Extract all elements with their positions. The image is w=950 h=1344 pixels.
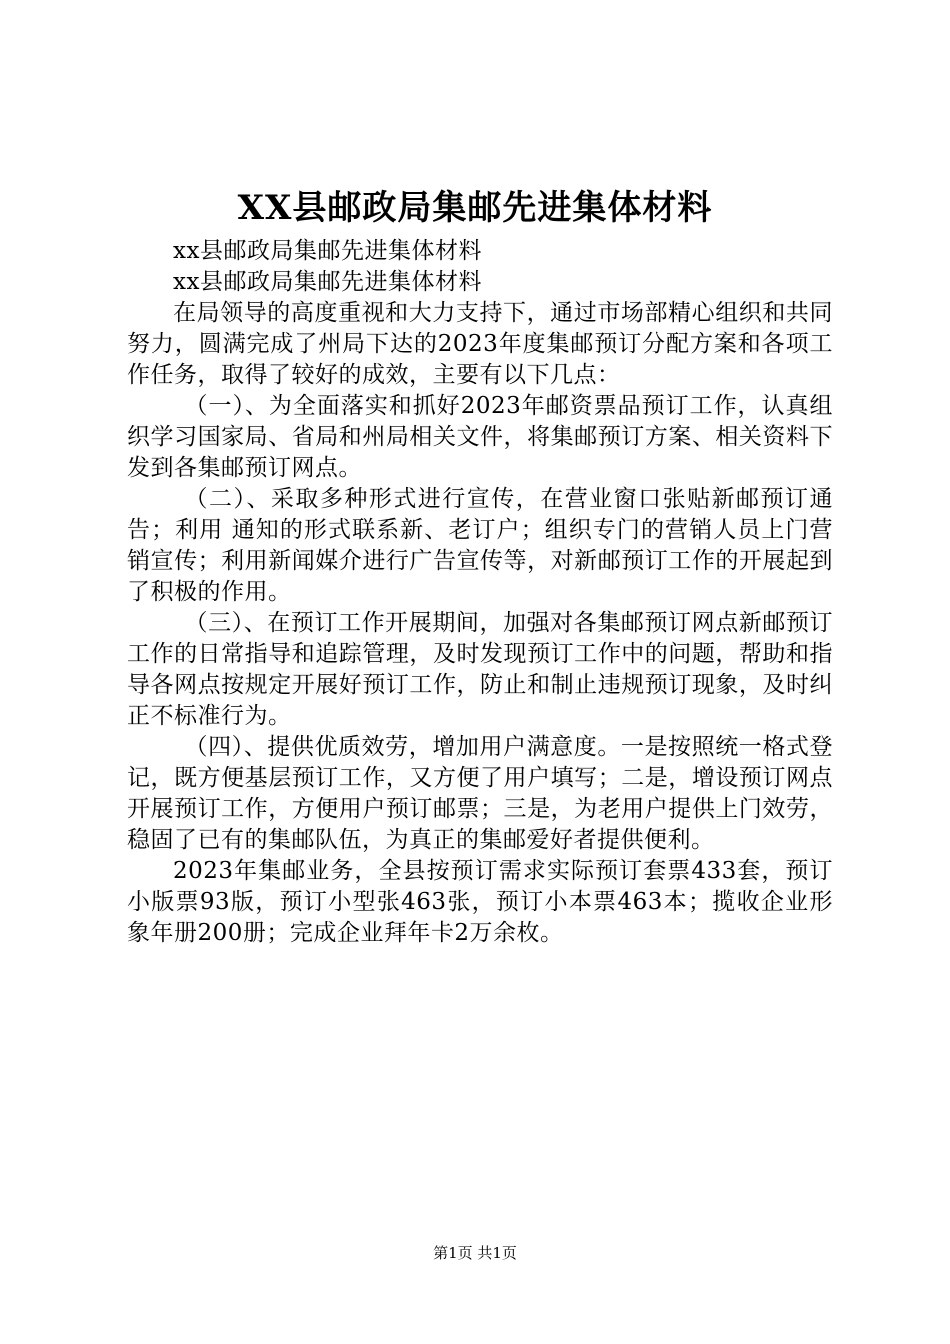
page-footer: 第1页 共1页	[433, 1244, 517, 1262]
document-body	[127, 236, 833, 949]
paragraph-summary: 2023年集邮业务，全县按预订需求实际预订套票433套，预订小版票93版，预订小型张463张，预订小本票463本；揽收企业形象年册200册；完成企业拜年卡2万余枚。	[127, 858, 833, 946]
paragraph-subtitle-1: xx县邮政局集邮先进集体材料	[173, 238, 482, 264]
paragraph-item-2: （二）、采取多种形式进行宣传，在营业窗口张贴新邮预订通告；利用 通知的形式联系新、老订户；组织专门的营销人员上门营销宣传；利用新闻媒介进行广告宣传等，对新邮预订工作的开展起到了积极的作用。	[127, 486, 833, 605]
paragraph-item-4: （四）、提供优质效劳，增加用户满意度。一是按照统一格式登记，既方便基层预订工作，又方便了用户填写；二是，增设预订网点开展预订工作，方便用户预订邮票；三是，为老用户提供上门效劳，稳固了已有的集邮队伍，为真正的集邮爱好者提供便利。	[127, 734, 833, 853]
document-title: XX县邮政局集邮先进集体材料	[237, 188, 713, 228]
paragraph-item-3: （三）、在预订工作开展期间，加强对各集邮预订网点新邮预订工作的日常指导和追踪管理，及时发现预订工作中的问题，帮助和指导各网点按规定开展好预订工作，防止和制止违规预订现象，及时纠正不标准行为。	[127, 610, 833, 729]
paragraph-item-1: （一）、为全面落实和抓好2023年邮资票品预订工作，认真组织学习国家局、省局和州局相关文件，将集邮预订方案、相关资料下发到各集邮预订网点。	[127, 393, 833, 481]
paragraph-intro: 在局领导的高度重视和大力支持下，通过市场部精心组织和共同努力，圆满完成了州局下达的2023年度集邮预订分配方案和各项工作任务，取得了较好的成效，主要有以下几点：	[127, 300, 833, 388]
paragraph-subtitle-2: xx县邮政局集邮先进集体材料	[173, 269, 482, 295]
